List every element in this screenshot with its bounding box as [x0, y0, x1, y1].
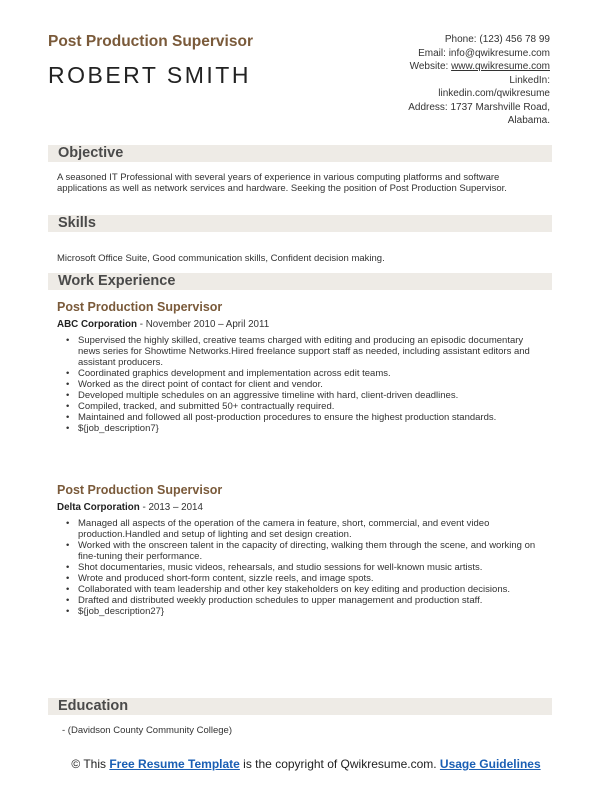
list-item: • Shot documentaries, music videos, rehearsals, and studio sessions for well-known music artists.	[66, 562, 536, 573]
job-2-company-line	[57, 502, 203, 513]
email-value: info@qwikresume.com	[448, 47, 550, 59]
education-entry: - (Davidson County Community College)	[62, 725, 233, 736]
skills-text: Microsoft Office Suite, Good communication skills, Confident decision making.	[57, 253, 385, 264]
job-1-bullets	[66, 335, 536, 434]
address-value: 1737 Marshville Road,	[450, 101, 550, 113]
list-item: • Developed multiple schedules on an aggressive timeline with hard, client-driven deadlines.	[66, 390, 536, 401]
list-item: • Wrote and produced short-form content, sizzle reels, and image spots.	[66, 573, 536, 584]
list-item: • Supervised the highly skilled, creative teams charged with editing and producing an episodic documentary news series for Showtime Networks.Hired freelance support staff as needed, including assistant editors and assistant producers.	[66, 335, 536, 368]
phone-value: (123) 456 78 99	[479, 34, 550, 45]
job-1-dates: - November 2010 – April 2011	[137, 319, 270, 330]
email-label: Email:	[418, 47, 446, 59]
list-item: • ${job_description7}	[66, 423, 536, 434]
list-item: • Worked as the direct point of contact for client and vendor.	[66, 379, 536, 390]
contact-block	[408, 33, 550, 128]
email-line	[408, 47, 550, 61]
work-experience-title: Work Experience	[58, 273, 176, 289]
list-item: • Drafted and distributed weekly production schedules to upper management and production staff.	[66, 595, 536, 606]
list-item: • ${job_description27}	[66, 606, 536, 617]
website-link[interactable]: www.qwikresume.com	[451, 61, 550, 72]
phone-line	[408, 33, 550, 47]
address-line	[408, 101, 550, 115]
objective-title: Objective	[58, 145, 124, 161]
objective-section-header	[48, 145, 552, 162]
job-2-company: Delta Corporation	[57, 502, 140, 513]
job-2-bullets	[66, 518, 536, 617]
work-experience-section-header	[48, 273, 552, 290]
candidate-name: ROBERT SMITH	[48, 62, 251, 88]
education-section-header	[48, 698, 552, 715]
job-title: Post Production Supervisor	[48, 33, 253, 50]
address-line-2: Alabama.	[507, 115, 550, 126]
skills-title: Skills	[58, 215, 96, 231]
linkedin-label: LinkedIn:	[509, 74, 550, 86]
list-item: • Coordinated graphics development and implementation across edit teams.	[66, 368, 536, 379]
free-resume-template-link[interactable]: Free Resume Template	[109, 757, 240, 771]
list-item: • Maintained and followed all post-production procedures to ensure the highest production standards.	[66, 412, 536, 423]
list-item: • Collaborated with team leadership and other key stakeholders on key editing and production decisions.	[66, 584, 536, 595]
footer-prefix: © This	[71, 757, 110, 771]
copyright-footer	[60, 757, 552, 771]
address-label: Address:	[408, 101, 448, 113]
footer-middle: is the copyright of Qwikresume.com.	[239, 757, 440, 771]
website-label: Website:	[409, 61, 449, 72]
usage-guidelines-link[interactable]: Usage Guidelines	[439, 757, 541, 771]
job-1-role: Post Production Supervisor	[57, 300, 223, 314]
education-title: Education	[58, 698, 129, 714]
job-2-dates: - 2013 – 2014	[139, 502, 203, 513]
job-1-company: ABC Corporation	[57, 319, 138, 330]
list-item: • Compiled, tracked, and submitted 50+ contractually required.	[66, 401, 536, 412]
list-item: • Managed all aspects of the operation of the camera in feature, short, commercial, and event video production.Handled and setup of lighting and set design creation.	[66, 518, 536, 540]
job-1-company-line	[57, 319, 269, 330]
linkedin-value: linkedin.com/qwikresume	[438, 88, 550, 99]
list-item: • Worked with the onscreen talent in the capacity of directing, walking them through the scene, and working on fine-tuning their performance.	[66, 540, 536, 562]
website-line	[408, 60, 550, 74]
skills-section-header	[48, 215, 552, 232]
job-2-role: Post Production Supervisor	[57, 483, 223, 497]
phone-label: Phone:	[444, 34, 477, 45]
objective-text: A seasoned IT Professional with several years of experience in various computing platforms and software applications as well as network services and hardware. Seeking the position of Post Production Supervisor.	[57, 172, 507, 194]
